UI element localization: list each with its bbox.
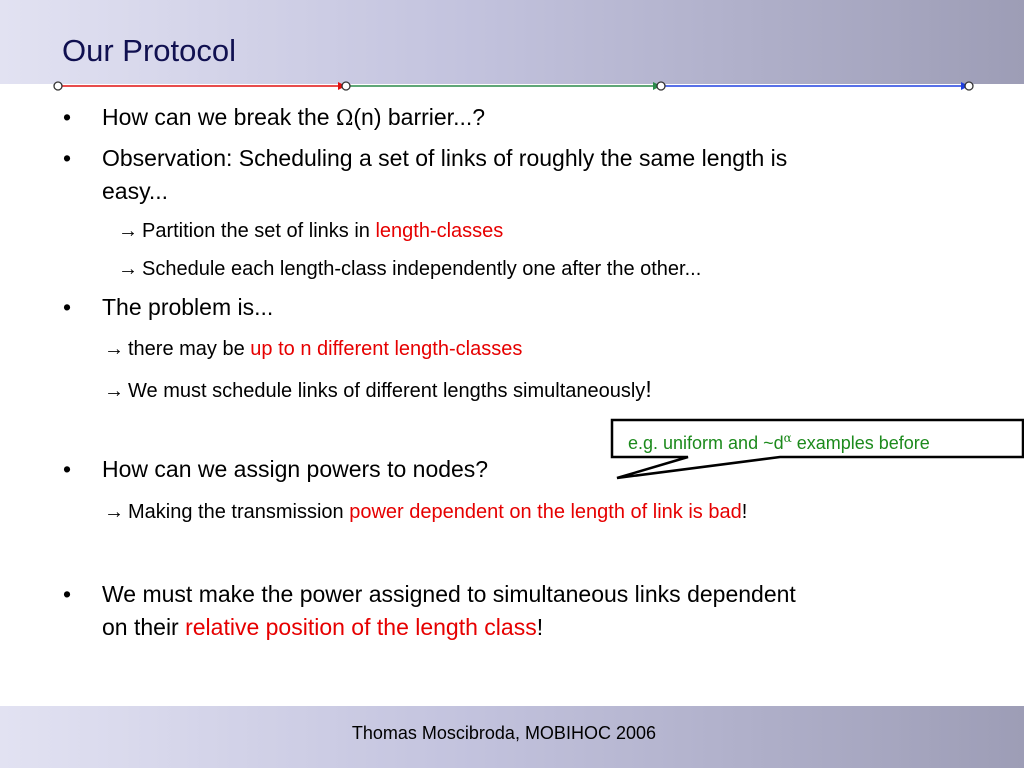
bullet-text: The problem is... — [102, 294, 274, 320]
highlight-text: length-classes — [375, 220, 504, 242]
bullet-text: How can we assign powers to nodes? — [102, 456, 489, 482]
bullet-marker: • — [63, 104, 72, 130]
bullet-line-1: We must make the power assigned to simultaneous links dependent — [102, 581, 796, 607]
arrow-icon: → — [104, 338, 124, 360]
sub-bullet-text: Partition the set of links in — [142, 220, 376, 242]
bullet-marker: • — [63, 456, 72, 482]
bullet-line-1: Observation: Scheduling a set of links of roughly the same length is — [102, 145, 788, 171]
bullet-marker: • — [63, 581, 72, 607]
bullet-line-2-text: on their — [102, 614, 186, 640]
footer-credit-text: Thomas Moscibroda, MOBIHOC 2006 — [351, 723, 656, 743]
bullet-text-end: (n) barrier...? — [353, 104, 486, 130]
slide-title: Our Protocol — [62, 33, 237, 68]
bullet-line-2: easy... — [102, 178, 169, 204]
sub-bullet-text: Making the transmission — [128, 501, 350, 523]
highlight-text: relative position of the length class — [185, 614, 537, 640]
sub-bullet-text: Schedule each length-class independently one after the other... — [142, 258, 702, 280]
bullet-marker: • — [63, 294, 72, 320]
bullet-marker: • — [63, 145, 72, 171]
arrow-icon: → — [118, 220, 138, 242]
sub-bullet-text: there may be — [128, 338, 251, 360]
arrow-icon: → — [104, 380, 124, 402]
exclamation: ! — [645, 376, 652, 402]
arrow-icon: → — [104, 501, 124, 523]
callout-text — [628, 425, 930, 456]
callout-text-start: e.g. uniform and ~d — [628, 433, 784, 453]
sub-bullet-text: We must schedule links of different lengths simultaneously — [128, 380, 646, 402]
arrow-icon: → — [118, 258, 138, 280]
alpha-superscript: α — [783, 431, 792, 445]
exclamation: ! — [536, 614, 544, 640]
footer-credit — [0, 722, 976, 744]
bullet-text: How can we break the — [102, 104, 336, 130]
callout-text-end: examples before — [791, 433, 930, 453]
exclamation: ! — [741, 501, 748, 523]
highlight-text: power dependent on the length of link is bad — [349, 501, 742, 523]
highlight-text: up to n different length-classes — [250, 338, 523, 360]
omega-symbol: Ω — [335, 106, 354, 130]
